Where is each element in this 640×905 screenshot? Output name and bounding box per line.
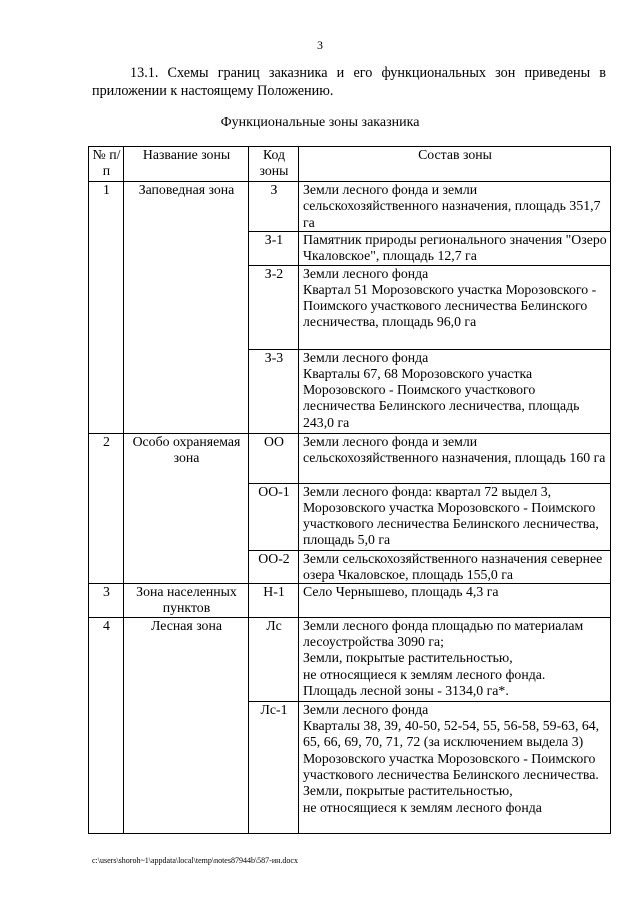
cell-zone-name (124, 232, 249, 266)
cell-num (89, 265, 124, 349)
table-row (89, 182, 611, 232)
cell-zone-name (124, 265, 249, 349)
zones-table-body (89, 182, 611, 834)
cell-num (89, 232, 124, 266)
cell-zone-code: ОО-2 (249, 550, 299, 584)
cell-zone-code: З-1 (249, 232, 299, 266)
header-zone-name: Название зоны (124, 147, 249, 182)
cell-zone-composition: Село Чернышево, площадь 4,3 га (299, 584, 611, 618)
cell-zone-composition: Земли лесного фонда Квартал 51 Морозовского участка Морозовского - Поимского участкового лесничества Белинского лесничества, площадь 96,0 га (299, 265, 611, 349)
cell-zone-code: Лс (249, 617, 299, 701)
table-row (89, 617, 611, 701)
cell-num (89, 550, 124, 584)
header-zone-code: Код зоны (249, 147, 299, 182)
header-zone-composition: Состав зоны (299, 147, 611, 182)
footer-file-path: c:\users\shoroh~1\appdata\local\temp\notes87944b\587-ин.docx (92, 856, 298, 865)
header-num: № п/п (89, 147, 124, 182)
cell-zone-name (124, 701, 249, 833)
cell-zone-code: ОО (249, 433, 299, 483)
cell-zone-name: Особо охраняемая зона (124, 433, 249, 483)
cell-zone-name: Зона населенных пунктов (124, 584, 249, 618)
cell-num: 1 (89, 182, 124, 232)
cell-zone-code: Н-1 (249, 584, 299, 618)
cell-zone-composition: Земли лесного фонда Кварталы 38, 39, 40-50, 52-54, 55, 56-58, 59-63, 64, 65, 66, 69, 70, 71, 72 (за исключением выдела 3) Морозовского участка Морозовского - Поимского участкового лесничества Белинского лесничества. Земли, покрытые растительностью, не относящиеся к землям лесного фонда (299, 701, 611, 833)
cell-zone-composition: Земли лесного фонда Кварталы 67, 68 Морозовского участка Морозовского - Поимского участкового лесничества Белинского лесничества, площадь 243,0 га (299, 349, 611, 433)
cell-zone-composition: Земли лесного фонда и земли сельскохозяйственного назначения, площадь 160 га (299, 433, 611, 483)
cell-num: 4 (89, 617, 124, 701)
cell-zone-name (124, 349, 249, 433)
cell-num (89, 483, 124, 550)
table-row (89, 584, 611, 618)
table-header-row (89, 147, 611, 182)
table-row (89, 483, 611, 550)
cell-zone-name (124, 483, 249, 550)
table-row (89, 349, 611, 433)
section-paragraph: 13.1. Схемы границ заказника и его функциональных зон приведены в приложении к настоящему Положению. (92, 65, 606, 99)
page-number: 3 (317, 38, 323, 52)
cell-num (89, 701, 124, 833)
cell-zone-name: Лесная зона (124, 617, 249, 701)
cell-num (89, 349, 124, 433)
cell-zone-code: З-2 (249, 265, 299, 349)
cell-zone-composition: Земли лесного фонда: квартал 72 выдел 3, Морозовского участка Морозовского - Поимского участкового лесничества Белинского лесничества, площадь 5,0 га (299, 483, 611, 550)
cell-zone-composition: Земли лесного фонда площадью по материалам лесоустройства 3090 га; Земли, покрытые растительностью, не относящиеся к землям лесного фонда. Площадь лесной зоны - 3134,0 га*. (299, 617, 611, 701)
table-row (89, 701, 611, 833)
table-title: Функциональные зоны заказника (220, 115, 420, 130)
cell-num: 2 (89, 433, 124, 483)
cell-num: 3 (89, 584, 124, 618)
table-row (89, 433, 611, 483)
cell-zone-composition: Земли сельскохозяйственного назначения севернее озера Чкаловское, площадь 155,0 га (299, 550, 611, 584)
cell-zone-composition: Земли лесного фонда и земли сельскохозяйственного назначения, площадь 351,7 га (299, 182, 611, 232)
cell-zone-composition: Памятник природы регионального значения "Озеро Чкаловское", площадь 12,7 га (299, 232, 611, 266)
cell-zone-name: Заповедная зона (124, 182, 249, 232)
cell-zone-code: З (249, 182, 299, 232)
zones-table (88, 146, 611, 834)
table-row (89, 550, 611, 584)
cell-zone-code: Лс-1 (249, 701, 299, 833)
cell-zone-code: З-3 (249, 349, 299, 433)
cell-zone-code: ОО-1 (249, 483, 299, 550)
table-row (89, 232, 611, 266)
cell-zone-name (124, 550, 249, 584)
table-row (89, 265, 611, 349)
